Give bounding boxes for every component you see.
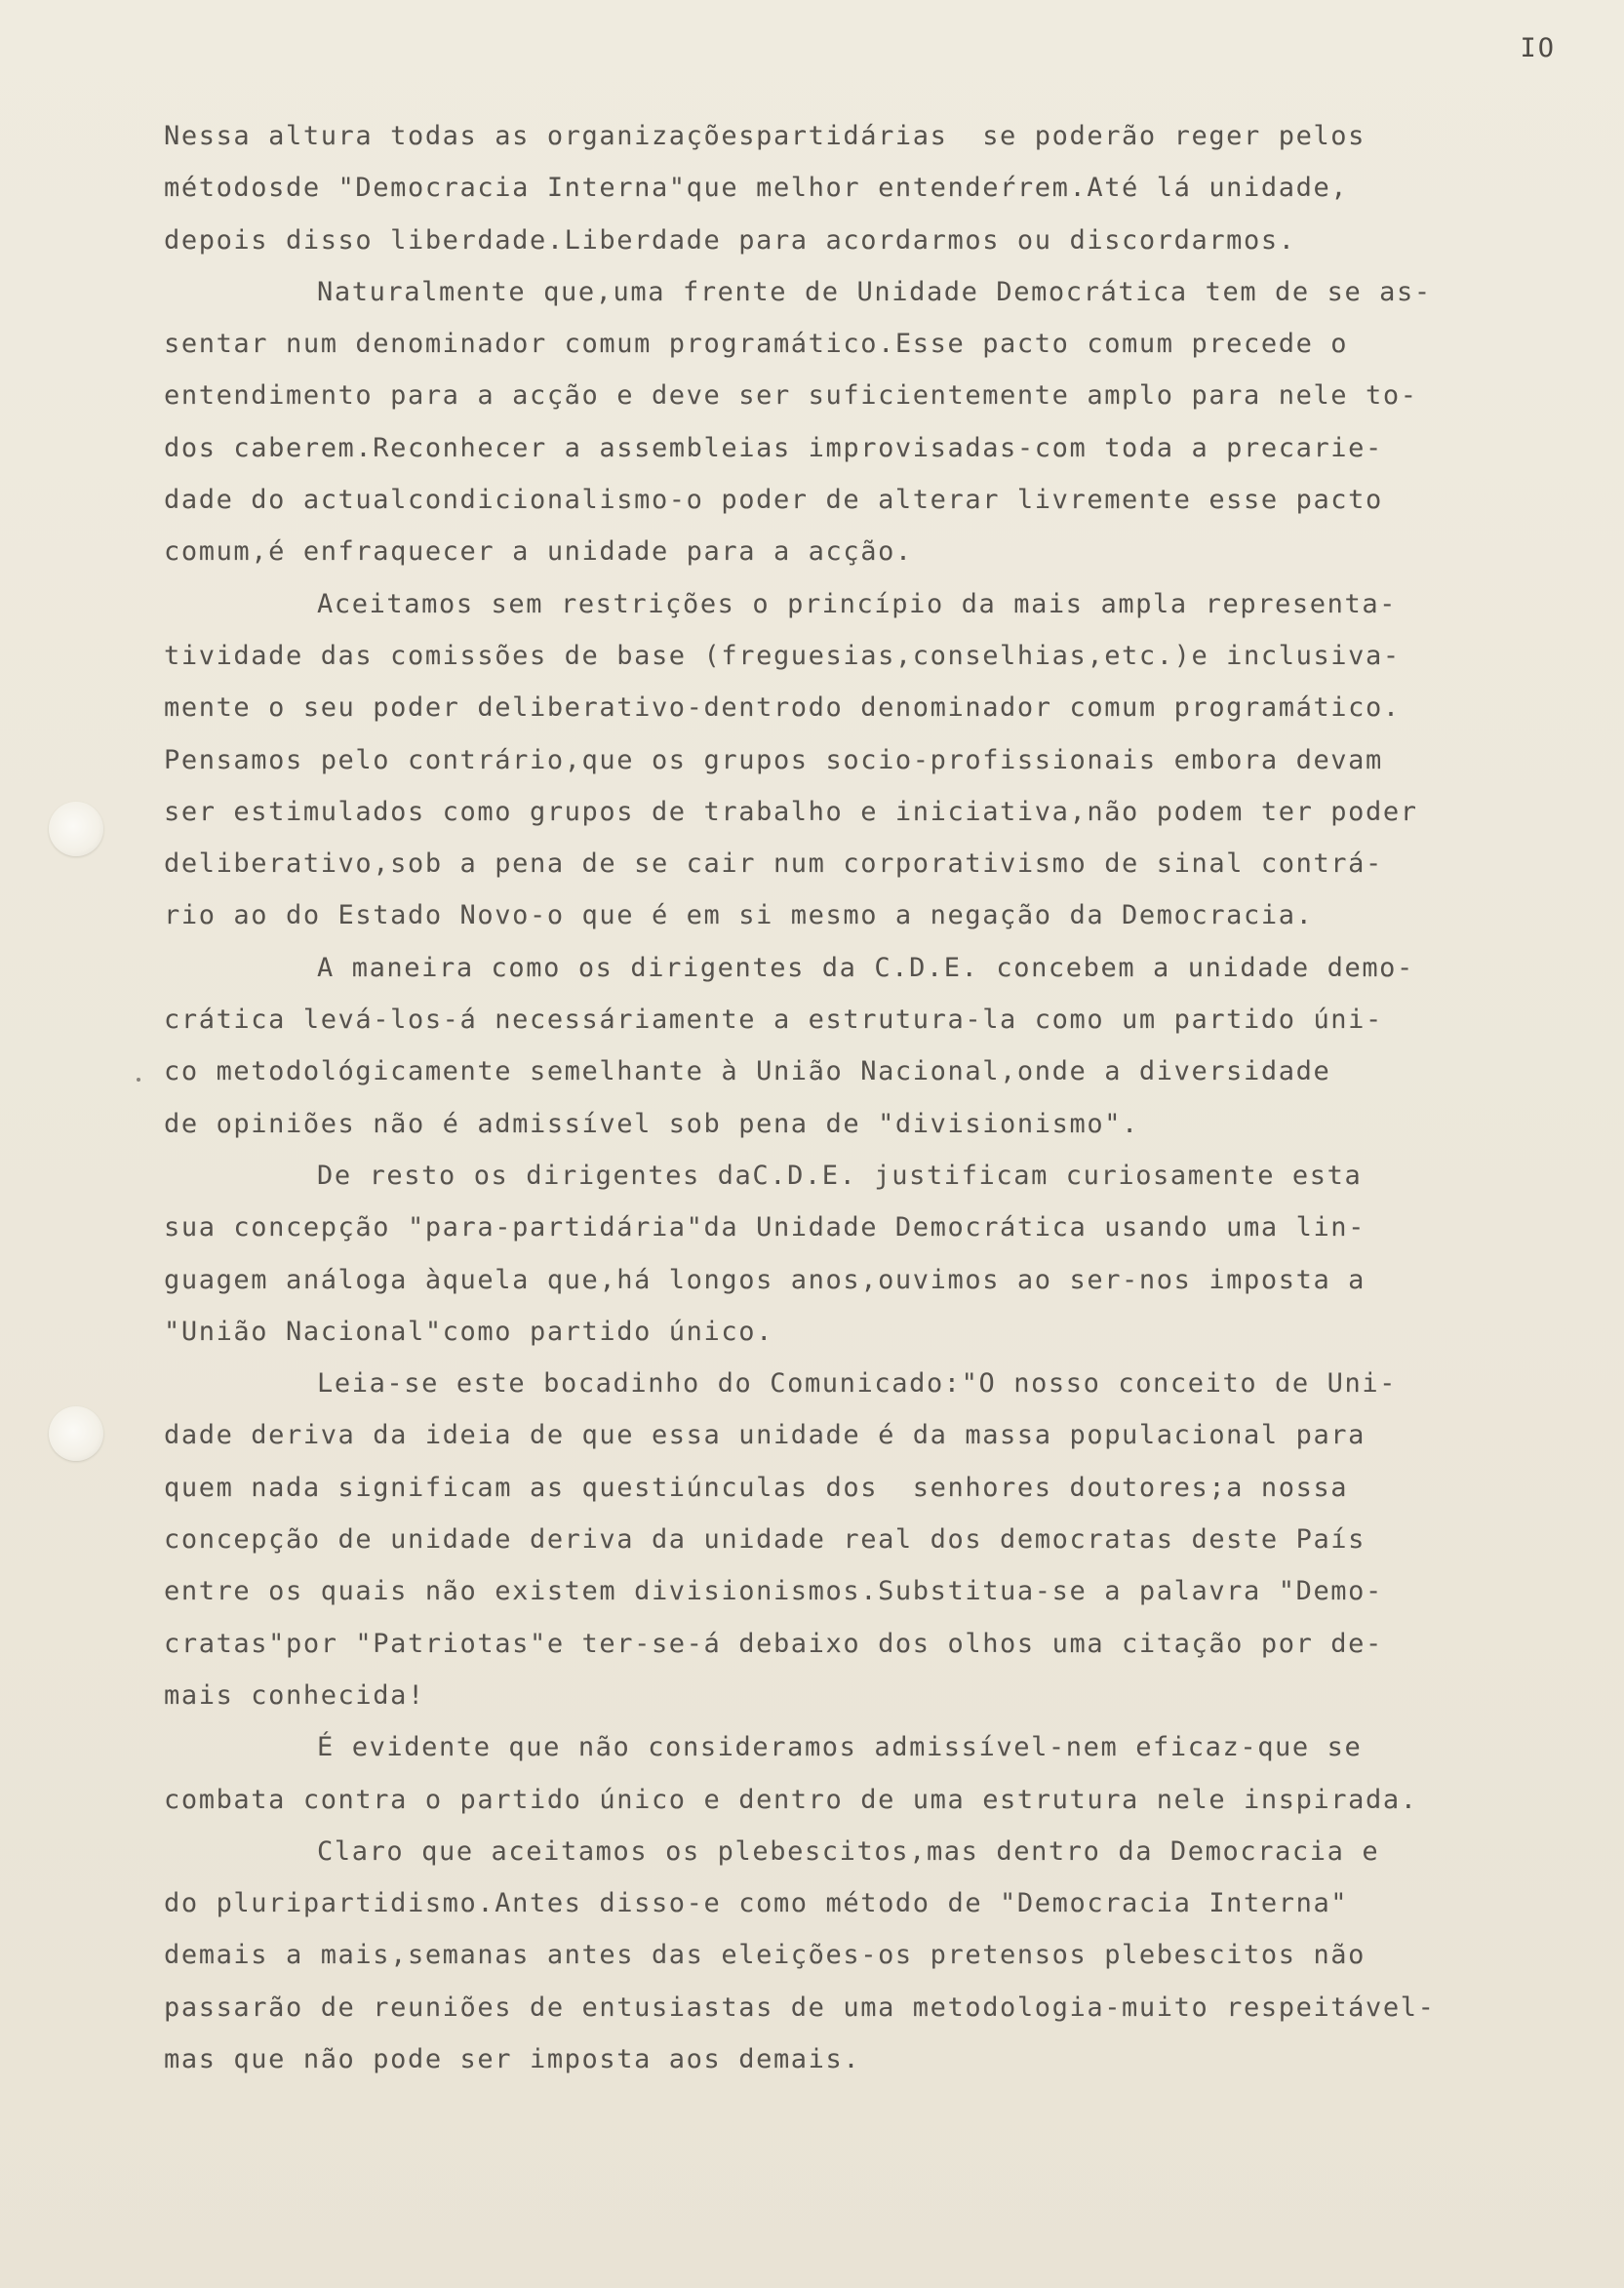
text-line: guagem análoga àquela que,há longos anos,ouvimos ao ser-nos imposta a	[164, 1264, 1367, 1295]
punch-hole	[49, 1406, 103, 1461]
text-line: depois disso liberdade.Liberdade para acordarmos ou discordarmos.	[164, 224, 1296, 256]
text-line: dos caberem.Reconhecer a assembleias improvisadas-com toda a precarie-	[164, 432, 1383, 463]
punch-hole	[49, 802, 103, 856]
text-line: deliberativo,sob a pena de se cair num corporativismo de sinal contrá-	[164, 848, 1383, 880]
text-line: combata contra o partido único e dentro de uma estrutura nele inspirada.	[164, 1784, 1418, 1815]
typewritten-text-body	[164, 110, 1549, 2085]
text-line: entendimento para a acção e deve ser suficientemente amplo para nele to-	[164, 380, 1418, 412]
text-line: quem nada significam as questiúnculas dos senhores doutores;a nossa	[164, 1472, 1349, 1503]
text-line: entre os quais não existem divisionismos.Substitua-se a palavra "Demo-	[164, 1576, 1383, 1607]
text-line: métodosde "Democracia Interna"que melhor entendeŕrem.Até lá unidade,	[164, 173, 1349, 204]
text-line: Pensamos pelo contrário,que os grupos socio-profissionais embora devam	[164, 744, 1383, 775]
text-line: do pluripartidismo.Antes disso-e como método de "Democracia Interna"	[164, 1888, 1349, 1919]
text-line: de opiniões não é admissível sob pena de "divisionismo".	[164, 1108, 1139, 1139]
text-line: crática levá-los-á necessáriamente a estrutura-la como um partido úni-	[164, 1005, 1383, 1036]
text-line: co metodológicamente semelhante à União Nacional,onde a diversidade	[164, 1056, 1331, 1087]
text-line: "União Nacional"como partido único.	[164, 1316, 773, 1347]
text-line: comum,é enfraquecer a unidade para a acção.	[164, 536, 913, 568]
text-line: cratas"por "Patriotas"e ter-se-á debaixo dos olhos uma citação por de-	[164, 1628, 1383, 1659]
text-line: A maneira como os dirigentes da C.D.E. concebem a unidade demo-	[317, 952, 1414, 983]
text-line: dade deriva da ideia de que essa unidade é da massa populacional para	[164, 1420, 1367, 1451]
text-line: É evidente que não consideramos admissível-nem eficaz-que se	[317, 1732, 1363, 1763]
text-line: mais conhecida!	[164, 1679, 425, 1711]
text-line: Claro que aceitamos os plebescitos,mas dentro da Democracia e	[317, 1835, 1380, 1867]
text-line: tividade das comissões de base (freguesias,conselhias,etc.)e inclusiva-	[164, 640, 1401, 671]
text-line: dade do actualcondicionalismo-o poder de alterar livremente esse pacto	[164, 485, 1383, 516]
text-line: ser estimulados como grupos de trabalho e iniciativa,não podem ter poder	[164, 796, 1418, 827]
text-line: mas que não pode ser imposta aos demais.	[164, 2043, 861, 2074]
text-line: rio ao do Estado Novo-o que é em si mesmo a negação da Democracia.	[164, 900, 1314, 931]
ink-dot	[137, 1078, 140, 1082]
text-line: demais a mais,semanas antes das eleições-os pretensos plebescitos não	[164, 1940, 1367, 1971]
text-line: sentar num denominador comum programático.Esse pacto comum precede o	[164, 329, 1349, 360]
text-line: Leia-se este bocadinho do Comunicado:"O nosso conceito de Uni-	[317, 1368, 1398, 1400]
text-line: passarão de reuniões de entusiastas de uma metodologia-muito respeitável-	[164, 1992, 1436, 2023]
text-line: Nessa altura todas as organizaçõespartidárias se poderão reger pelos	[164, 121, 1367, 151]
text-line: mente o seu poder deliberativo-dentrodo denominador comum programático.	[164, 692, 1401, 724]
text-line: Aceitamos sem restrições o princípio da mais ampla representa-	[317, 588, 1398, 619]
text-line: De resto os dirigentes daC.D.E. justificam curiosamente esta	[317, 1160, 1363, 1191]
text-line: sua concepção "para-partidária"da Unidade Democrática usando uma lin-	[164, 1212, 1367, 1243]
text-line: Naturalmente que,uma frente de Unidade Democrática tem de se as-	[317, 276, 1432, 307]
page-number: IO	[1520, 33, 1556, 63]
text-line: concepção de unidade deriva da unidade real dos democratas deste País	[164, 1524, 1367, 1556]
